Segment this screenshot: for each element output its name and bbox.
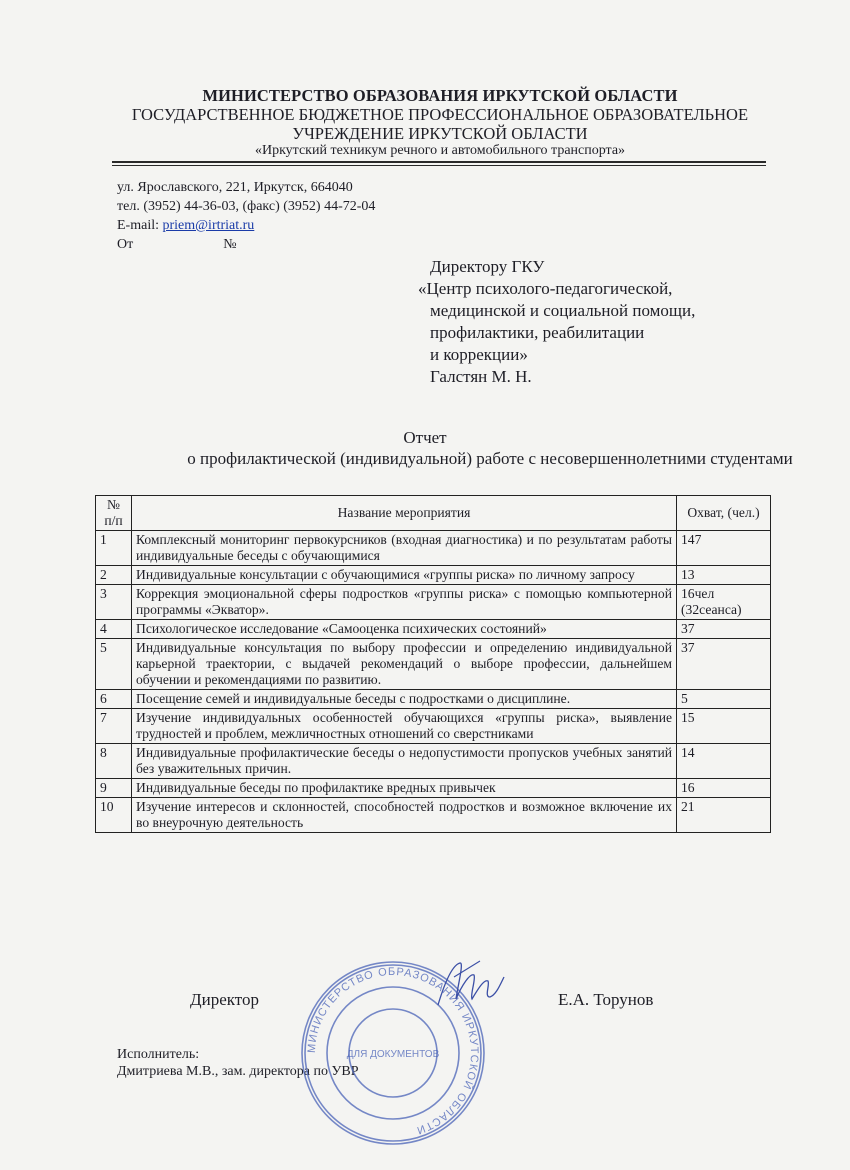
row-num: 6 bbox=[96, 690, 132, 709]
table-row bbox=[96, 566, 771, 585]
executor-name: Дмитриева М.В., зам. директора по УВР bbox=[117, 1064, 359, 1079]
row-coverage: 37 bbox=[677, 639, 771, 690]
row-num: 2 bbox=[96, 566, 132, 585]
contact-block bbox=[117, 178, 375, 254]
row-activity-name: Коррекция эмоциональной сферы подростков «группы риска» с помощью компьютерной программы «Экватор». bbox=[132, 585, 677, 620]
table-row bbox=[96, 779, 771, 798]
outgoing-ref bbox=[117, 235, 375, 254]
executor-label: Исполнитель: bbox=[117, 1047, 200, 1062]
table-row bbox=[96, 744, 771, 779]
institution-line-2: УЧРЕЖДЕНИЕ ИРКУТСКОЙ ОБЛАСТИ bbox=[292, 124, 588, 143]
addressee-block bbox=[418, 256, 695, 388]
row-coverage: 14 bbox=[677, 744, 771, 779]
row-activity-name: Индивидуальные профилактические беседы о недопустимости пропусков учебных занятий без уважительных причин. bbox=[132, 744, 677, 779]
ministry-heading: МИНИСТЕРСТВО ОБРАЗОВАНИЯ ИРКУТСКОЙ ОБЛАСТИ bbox=[202, 86, 678, 105]
row-num: 9 bbox=[96, 779, 132, 798]
addressee-line-6: Галстян М. Н. bbox=[430, 367, 532, 386]
addressee-line-4: профилактики, реабилитации bbox=[430, 323, 645, 342]
handwritten-signature bbox=[430, 955, 510, 1015]
header-divider bbox=[112, 161, 766, 166]
table-row bbox=[96, 531, 771, 566]
report-title: Отчет bbox=[403, 428, 447, 447]
stamp-ring-text: МИНИСТЕРСТВО ОБРАЗОВАНИЯ ИРКУТСКОЙ ОБЛАСТИ bbox=[305, 965, 481, 1137]
row-num: 1 bbox=[96, 531, 132, 566]
table-header-row bbox=[96, 496, 771, 531]
signer-position: Директор bbox=[190, 990, 259, 1009]
row-num: 10 bbox=[96, 798, 132, 833]
row-activity-name: Индивидуальные консультация по выбору профессии и определению индивидуальной карьерной траектории, с выдачей рекомендаций о выборе профессии, дальнейшем обучении и рекомендациями по развитию. bbox=[132, 639, 677, 690]
signer-name: Е.А. Торунов bbox=[558, 990, 654, 1009]
activities-table bbox=[95, 495, 771, 833]
table-row bbox=[96, 620, 771, 639]
table-row bbox=[96, 798, 771, 833]
row-activity-name: Индивидуальные беседы по профилактике вредных привычек bbox=[132, 779, 677, 798]
row-coverage: 16 bbox=[677, 779, 771, 798]
stamp-inner-text: ДЛЯ ДОКУМЕНТОВ bbox=[346, 1049, 440, 1060]
email-label: E-mail: bbox=[117, 218, 163, 233]
number-label: № bbox=[223, 237, 237, 252]
addressee-line-3: медицинской и социальной помощи, bbox=[430, 301, 696, 320]
row-coverage: 21 bbox=[677, 798, 771, 833]
row-coverage: 5 bbox=[677, 690, 771, 709]
table-row bbox=[96, 585, 771, 620]
row-num: 3 bbox=[96, 585, 132, 620]
row-num: 7 bbox=[96, 709, 132, 744]
row-coverage: 37 bbox=[677, 620, 771, 639]
header-num: № п/п bbox=[96, 496, 132, 531]
address: ул. Ярославского, 221, Иркутск, 664040 bbox=[117, 180, 353, 195]
row-num: 8 bbox=[96, 744, 132, 779]
row-activity-name: Психологическое исследование «Самооценка психических состояний» bbox=[132, 620, 677, 639]
institution-line-1: ГОСУДАРСТВЕННОЕ БЮДЖЕТНОЕ ПРОФЕССИОНАЛЬНОЕ ОБРАЗОВАТЕЛЬНОЕ bbox=[131, 105, 749, 124]
addressee-line-1: Директору ГКУ bbox=[430, 257, 545, 276]
row-num: 5 bbox=[96, 639, 132, 690]
school-name: «Иркутский техникум речного и автомобильного транспорта» bbox=[254, 143, 626, 158]
row-activity-name: Посещение семей и индивидуальные беседы с подростками о дисциплине. bbox=[132, 690, 677, 709]
row-num: 4 bbox=[96, 620, 132, 639]
from-label: От bbox=[117, 237, 134, 252]
row-coverage: 16чел (32сеанса) bbox=[677, 585, 771, 620]
header-name: Название мероприятия bbox=[132, 496, 677, 531]
table-row bbox=[96, 639, 771, 690]
row-activity-name: Индивидуальные консультации с обучающимися «группы риска» по личному запросу bbox=[132, 566, 677, 585]
email-link[interactable]: priem@irtriat.ru bbox=[162, 218, 255, 233]
table-row bbox=[96, 690, 771, 709]
report-subtitle: о профилактической (индивидуальной) работе с несовершеннолетними студентами bbox=[187, 449, 793, 468]
addressee-line-5: и коррекции» bbox=[430, 345, 528, 364]
row-activity-name: Изучение индивидуальных особенностей обучающихся «группы риска», выявление трудностей и проблем, межличностных отношений со сверстниками bbox=[132, 709, 677, 744]
row-coverage: 147 bbox=[677, 531, 771, 566]
row-coverage: 13 bbox=[677, 566, 771, 585]
addressee-line-2: «Центр психолого-педагогической, bbox=[418, 279, 673, 298]
row-activity-name: Изучение интересов и склонностей, способностей подростков и возможное включение их во внеурочную деятельность bbox=[132, 798, 677, 833]
header-coverage: Охват, (чел.) bbox=[677, 496, 771, 531]
phone: тел. (3952) 44-36-03, (факс) (3952) 44-72-04 bbox=[117, 199, 376, 214]
row-activity-name: Комплексный мониторинг первокурсников (входная диагностика) и по результатам работы индивидуальные беседы с обучающимися bbox=[132, 531, 677, 566]
table-row bbox=[96, 709, 771, 744]
email-line bbox=[117, 216, 375, 235]
row-coverage: 15 bbox=[677, 709, 771, 744]
